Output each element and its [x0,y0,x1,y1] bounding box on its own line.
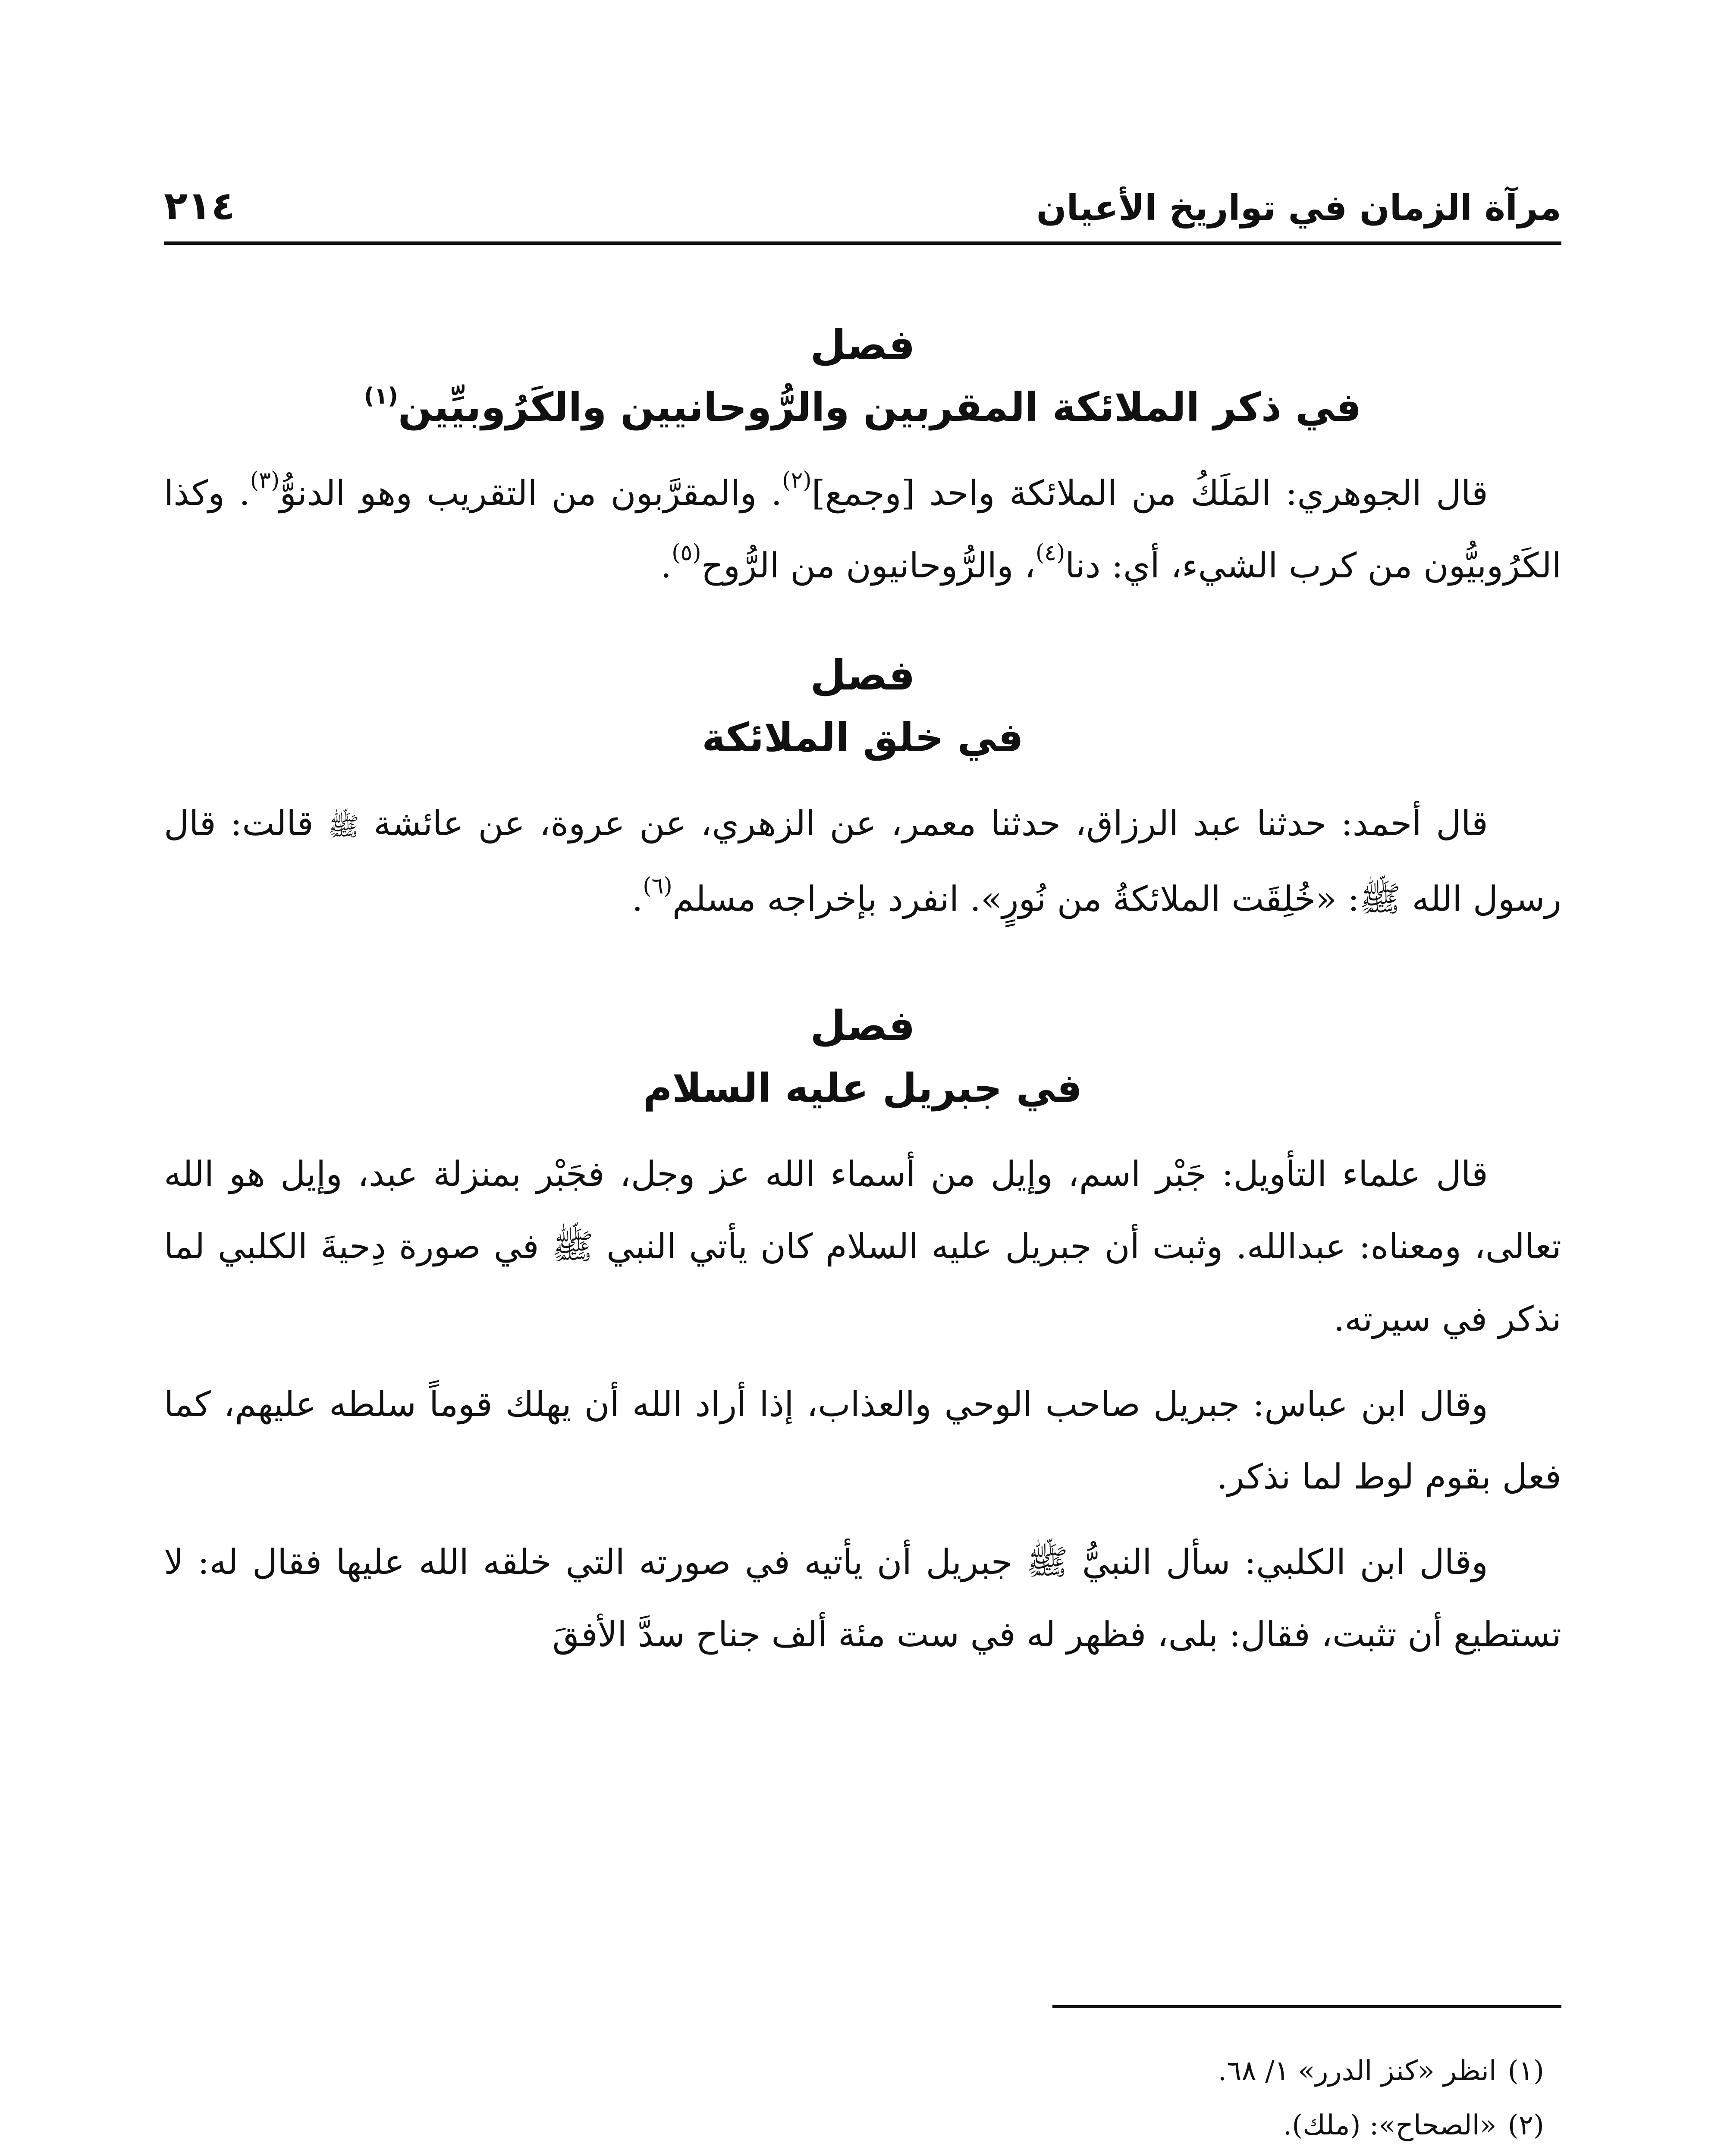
footnote-item [164,2098,1561,2153]
paragraph-text: قال أحمد: حدثنا عبد الرزاق، حدثنا معمر، عن الزهري، عن عروة، عن عائشة [359,803,1488,843]
footnote-mark: (٢) [1507,2109,1544,2141]
spacer [164,948,1561,996]
spacer [164,615,1561,645]
body-paragraph [164,787,1561,935]
footnote-ref[interactable]: (٥) [672,540,701,566]
footnote-divider [1052,2005,1561,2008]
paragraph-text: . والمقرَّبون من التقريب وهو الدنوُّ [279,473,782,513]
footnote-mark: (١) [1507,2055,1544,2087]
paragraph-text: ، والرُّوحانيون من الرُّوح [701,545,1036,586]
page-content [164,315,1561,1684]
paragraph-text: . [631,879,643,919]
page-number: ٢١٤ [164,183,235,229]
section-label: فصل [810,1002,915,1050]
footnote-item [164,2044,1561,2098]
section-title [164,375,1561,440]
footnote-text: «الصحاح»: (ملك). [1283,2109,1497,2141]
section-creation-of-angels [164,645,1561,935]
footnote-ref[interactable]: (٤) [1035,540,1065,566]
paragraph-text: وقال ابن الكلبي: سأل النبيُّ ﷺ جبريل أن يأتيه في صورته التي خلقه الله عليها فقال له: لا تستطيع أن تثبت، فقال: بلى، فظهر له في ست مئة ألف جناح سدَّ الأفقَ [164,1542,1561,1655]
book-title: مرآة الزمان في تواريخ الأعيان [1036,188,1561,229]
section-label: فصل [810,651,915,699]
footnote-ref[interactable]: (٣) [250,467,280,493]
footnote-ref[interactable]: (٦) [643,873,672,899]
body-paragraph [164,1368,1561,1513]
footnote-text: انظر «كنز الدرر» ١/ ٦٨. [1218,2055,1497,2087]
paragraph-text: . [660,545,672,586]
paragraph-text: وقال ابن عباس: جبريل صاحب الوحي والعذاب، إذا أراد الله أن يهلك قوماً سلطه عليهم، كما فعل بقوم لوط لما نذكر. [164,1384,1561,1497]
footnote-item [164,2153,1561,2156]
running-header [164,164,1561,245]
footnote-ref[interactable]: (٢) [782,467,812,493]
body-paragraph [164,457,1561,602]
section-title-text: في ذكر الملائكة المقربين والرُّوحانيين والكَرُوبيِّين [398,384,1362,430]
book-page [164,0,1561,2156]
footnotes-list [164,2044,1561,2156]
paragraph-text: قالت: قال رسول الله ﷺ: «خُلِقَت الملائكةُ من نُورٍ». انفرد بإخراجه مسلم [164,803,1561,919]
body-paragraph [164,1526,1561,1671]
paragraph-text: . وكذا الكَرُوبيُّون من كرب الشيء، أي: دنا [164,473,1561,586]
paragraph-text: قال علماء التأويل: جَبْر اسم، وإيل من أسماء الله عز وجل، فجَبْر بمنزلة عبد، وإيل هو الله تعالى، ومعناه: عبدالله. وثبت أن جبريل عليه السلام كان يأتي النبي ﷺ في صورة دِحيةَ الكلبي لما نذكر في سيرته. [164,1154,1561,1339]
section-angels-categories [164,315,1561,602]
footnote-ref[interactable]: (١) [364,383,398,409]
footnote-mark [1508,2153,1544,2156]
section-jibril [164,996,1561,1671]
section-label: فصل [810,321,915,369]
body-paragraph [164,1138,1561,1355]
honorific-symbol: ﷺ [328,812,359,842]
section-title: في خلق الملائكة [702,714,1024,761]
section-title: في جبريل عليه السلام [643,1065,1082,1111]
paragraph-text: قال الجوهري: المَلَكُ من الملائكة واحد [وجمع] [811,473,1488,513]
